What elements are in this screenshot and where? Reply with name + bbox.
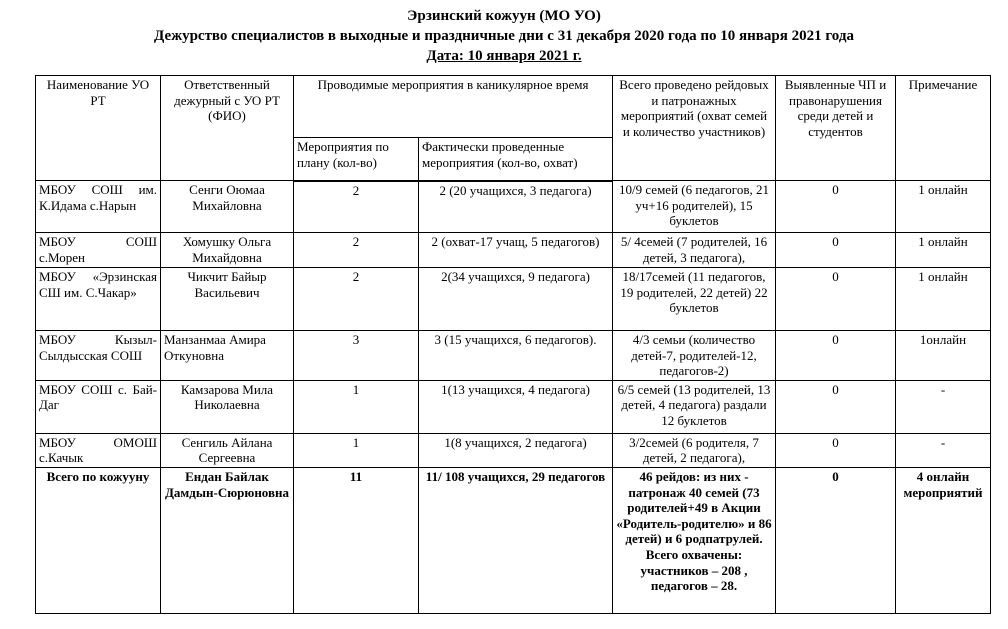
cell-raids: 3/2семей (6 родителя, 7 детей, 2 педагога), bbox=[613, 433, 776, 467]
cell-planned: 2 bbox=[294, 233, 419, 268]
date-text: Дата: 10 января 2021 г. bbox=[426, 48, 582, 64]
cell-raids: 6/5 семей (13 родителей, 13 детей, 4 педагога) раздали 12 буклетов bbox=[613, 380, 776, 433]
cell-note: 1 онлайн bbox=[896, 233, 991, 268]
title-line-1: Эрзинский кожуун (МО УО) bbox=[407, 8, 601, 24]
cell-raids: 10/9 семей (6 педагогов, 21 уч+16 родителей), 15 буклетов bbox=[613, 181, 776, 233]
duty-report-table bbox=[35, 75, 991, 614]
table-row-erzinskaya bbox=[36, 268, 991, 331]
cell-actual: 3 (15 учащихся, 6 педагогов). bbox=[419, 331, 613, 381]
cell-note: - bbox=[896, 433, 991, 467]
cell-raids: 4/3 семьи (количество детей-7, родителей-12, педагогов-2) bbox=[613, 331, 776, 381]
total-planned-cell: 11 bbox=[294, 467, 419, 613]
header-cell-events-group: Проводимые мероприятия в каникулярное время bbox=[294, 76, 613, 138]
cell-school-name: МБОУ «Эрзинская СШ им. С.Чакар» bbox=[36, 268, 161, 331]
table-row-kachyk bbox=[36, 433, 991, 467]
cell-note: 1онлайн bbox=[896, 331, 991, 381]
cell-raids: 5/ 4семей (7 родителей, 16 детей, 3 педагога), bbox=[613, 233, 776, 268]
cell-school-name: МБОУ СОШ им. К.Идама с.Нарын bbox=[36, 181, 161, 233]
cell-planned: 2 bbox=[294, 181, 419, 233]
cell-incidents: 0 bbox=[776, 268, 896, 331]
table-row-moren bbox=[36, 233, 991, 268]
cell-responsible: Сенги Оюмаа Михайловна bbox=[161, 181, 294, 233]
cell-incidents: 0 bbox=[776, 380, 896, 433]
table-row-bay-dag bbox=[36, 380, 991, 433]
document-title-block bbox=[0, 0, 1008, 66]
cell-actual: 2(34 учащихся, 9 педагога) bbox=[419, 268, 613, 331]
cell-incidents: 0 bbox=[776, 433, 896, 467]
cell-responsible: Чикчит Байыр Васильевич bbox=[161, 268, 294, 331]
cell-raids: 18/17семей (11 педагогов, 19 родителей, 22 детей) 22 буклетов bbox=[613, 268, 776, 331]
cell-school-name: МБОУ Кызыл-Сылдысская СОШ bbox=[36, 331, 161, 381]
cell-note: 1 онлайн bbox=[896, 268, 991, 331]
total-incidents-cell: 0 bbox=[776, 467, 896, 613]
cell-school-name: МБОУ ОМОШ с.Качык bbox=[36, 433, 161, 467]
cell-actual: 2 (20 учащихся, 3 педагога) bbox=[419, 181, 613, 233]
cell-responsible: Манзанмаа Амира Откуновна bbox=[161, 331, 294, 381]
table-header-row-top bbox=[36, 76, 991, 138]
date-line bbox=[0, 46, 1008, 66]
cell-planned: 3 bbox=[294, 331, 419, 381]
header-cell-raids: Всего проведено рейдовых и патронажных мероприятий (охват семей и количество участников) bbox=[613, 76, 776, 181]
table-row-kyzyl-syldysskaya bbox=[36, 331, 991, 381]
cell-planned: 2 bbox=[294, 268, 419, 331]
header-cell-actual: Фактически проведенные мероприятия (кол-во, охват) bbox=[419, 138, 613, 181]
cell-actual: 2 (охват-17 учащ, 5 педагогов) bbox=[419, 233, 613, 268]
cell-note: - bbox=[896, 380, 991, 433]
header-cell-planned: Мероприятия по плану (кол-во) bbox=[294, 138, 419, 181]
total-responsible-cell: Ендан Байлак Дамдын-Сюрюновна bbox=[161, 467, 294, 613]
total-actual-cell: 11/ 108 учащихся, 29 педагогов bbox=[419, 467, 613, 613]
cell-responsible: Сенгиль Айлана Сергеевна bbox=[161, 433, 294, 467]
total-note-cell: 4 онлайн мероприятий bbox=[896, 467, 991, 613]
cell-planned: 1 bbox=[294, 380, 419, 433]
cell-actual: 1(8 учащихся, 2 педагога) bbox=[419, 433, 613, 467]
total-raids-cell: 46 рейдов: из них - патронаж 40 семей (73 родителей+49 в Акции «Родитель-родителю» и 86 детей) и 6 родпатрулей. Всего охвачены: участников – 208 , педагогов – 28. bbox=[613, 467, 776, 613]
cell-note: 1 онлайн bbox=[896, 181, 991, 233]
header-cell-note: Примечание bbox=[896, 76, 991, 181]
table-row-total bbox=[36, 467, 991, 613]
header-cell-name: Наименование УО РТ bbox=[36, 76, 161, 181]
total-label-cell: Всего по кожууну bbox=[36, 467, 161, 613]
cell-responsible: Хомушку Ольга Михайдовна bbox=[161, 233, 294, 268]
cell-incidents: 0 bbox=[776, 181, 896, 233]
cell-responsible: Камзарова Мила Николаевна bbox=[161, 380, 294, 433]
table-row-naryn bbox=[36, 181, 991, 233]
cell-school-name: МБОУ СОШ с. Бай-Даг bbox=[36, 380, 161, 433]
cell-actual: 1(13 учащихся, 4 педагога) bbox=[419, 380, 613, 433]
header-cell-responsible: Ответственный дежурный с УО РТ (ФИО) bbox=[161, 76, 294, 181]
cell-incidents: 0 bbox=[776, 233, 896, 268]
cell-incidents: 0 bbox=[776, 331, 896, 381]
cell-school-name: МБОУ СОШ с.Морен bbox=[36, 233, 161, 268]
header-cell-incidents: Выявленные ЧП и правонарушения среди детей и студентов bbox=[776, 76, 896, 181]
cell-planned: 1 bbox=[294, 433, 419, 467]
title-line-2: Дежурство специалистов в выходные и праздничные дни с 31 декабря 2020 года по 10 января 2021 года bbox=[154, 28, 854, 44]
